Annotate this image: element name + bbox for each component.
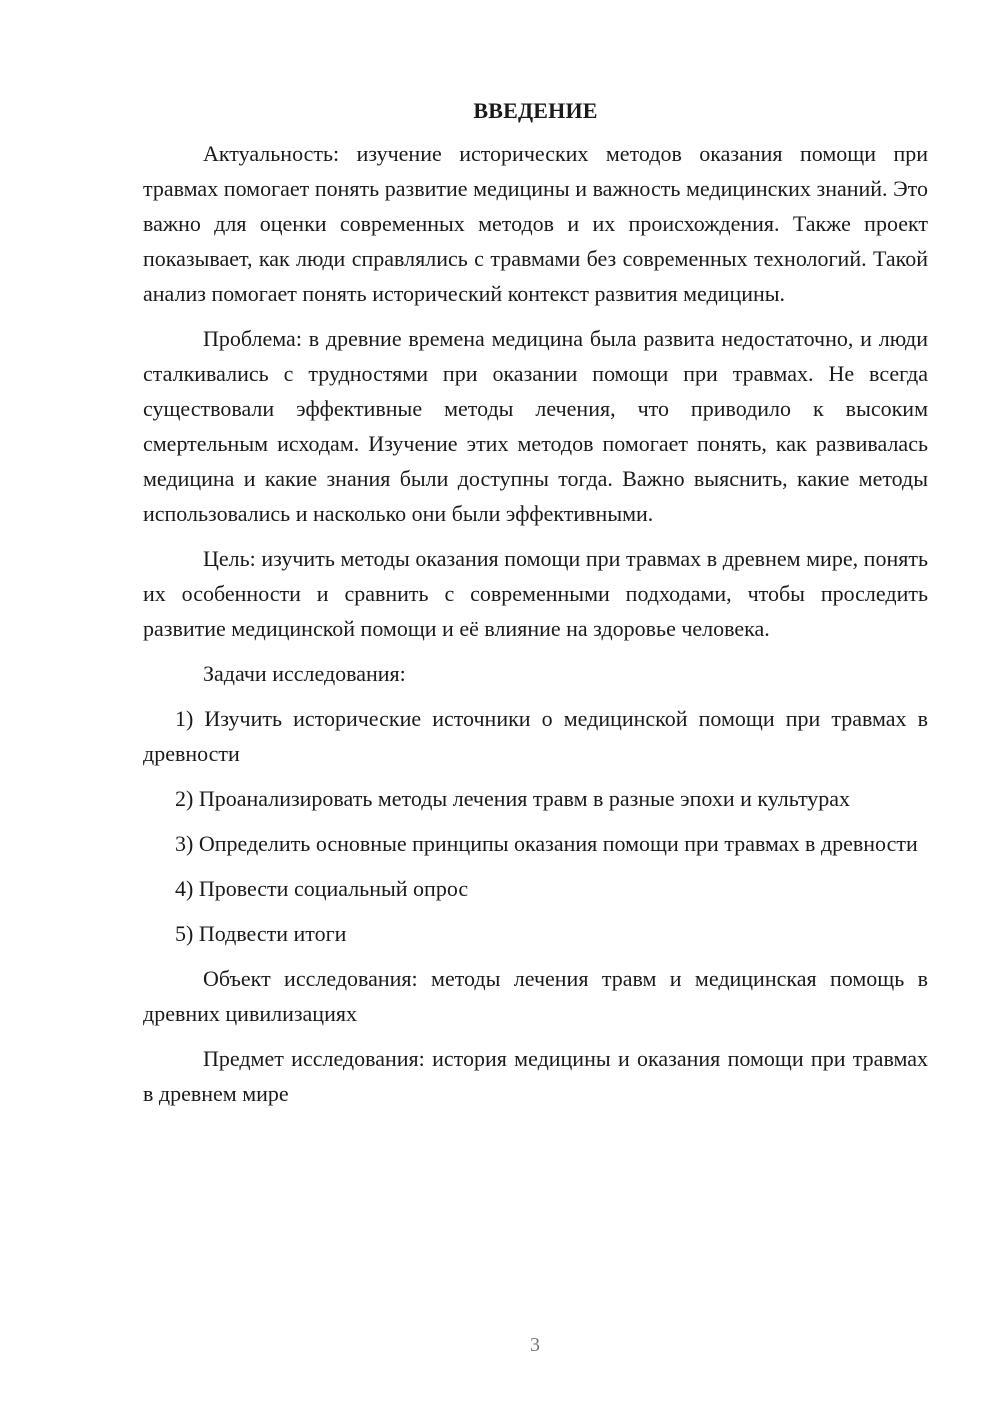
relevance-paragraph: Актуальность: изучение исторических методов оказания помощи при травмах помогает понять развитие медицины и важность медицинских знаний. Это важно для оценки современных методов и их происхождения. Также проект показывает, как люди справлялись с травмами без современных технологий. Такой анализ помогает понять исторический контекст развития медицины. xyxy=(143,141,928,306)
problem-paragraph: Проблема: в древние времена медицина была развита недостаточно, и люди сталкивались с трудностями при оказании помощи при травмах. Не всегда существовали эффективные методы лечения, что приводило к высоким смертельным исходам. Изучение этих методов помогает понять, как развивалась медицина и какие знания были доступны тогда. Важно выяснить, какие методы использовались и насколько они были эффективными. xyxy=(143,326,928,526)
subject-paragraph: Предмет исследования: история медицины и оказания помощи при травмах в древнем мире xyxy=(143,1046,928,1106)
page-number: 3 xyxy=(530,1334,540,1356)
task-item-5: 5) Подвести итоги xyxy=(175,921,347,946)
tasks-heading: Задачи исследования: xyxy=(203,661,406,686)
object-paragraph: Объект исследования: методы лечения травм и медицинская помощь в древних цивилизациях xyxy=(143,966,928,1026)
goal-paragraph: Цель: изучить методы оказания помощи при травмах в древнем мире, понять их особенности и сравнить с современными подходами, чтобы проследить развитие медицинской помощи и её влияние на здоровье человека. xyxy=(143,546,928,641)
document-page xyxy=(143,96,928,1121)
task-item-1: 1) Изучить исторические источники о медицинской помощи при травмах в древности xyxy=(143,706,928,766)
section-title: ВВЕДЕНИЕ xyxy=(473,98,598,123)
task-item-4: 4) Провести социальный опрос xyxy=(175,876,469,901)
task-item-2: 2) Проанализировать методы лечения травм в разные эпохи и культурах xyxy=(175,786,851,811)
task-item-3: 3) Определить основные принципы оказания помощи при травмах в древности xyxy=(175,831,918,856)
